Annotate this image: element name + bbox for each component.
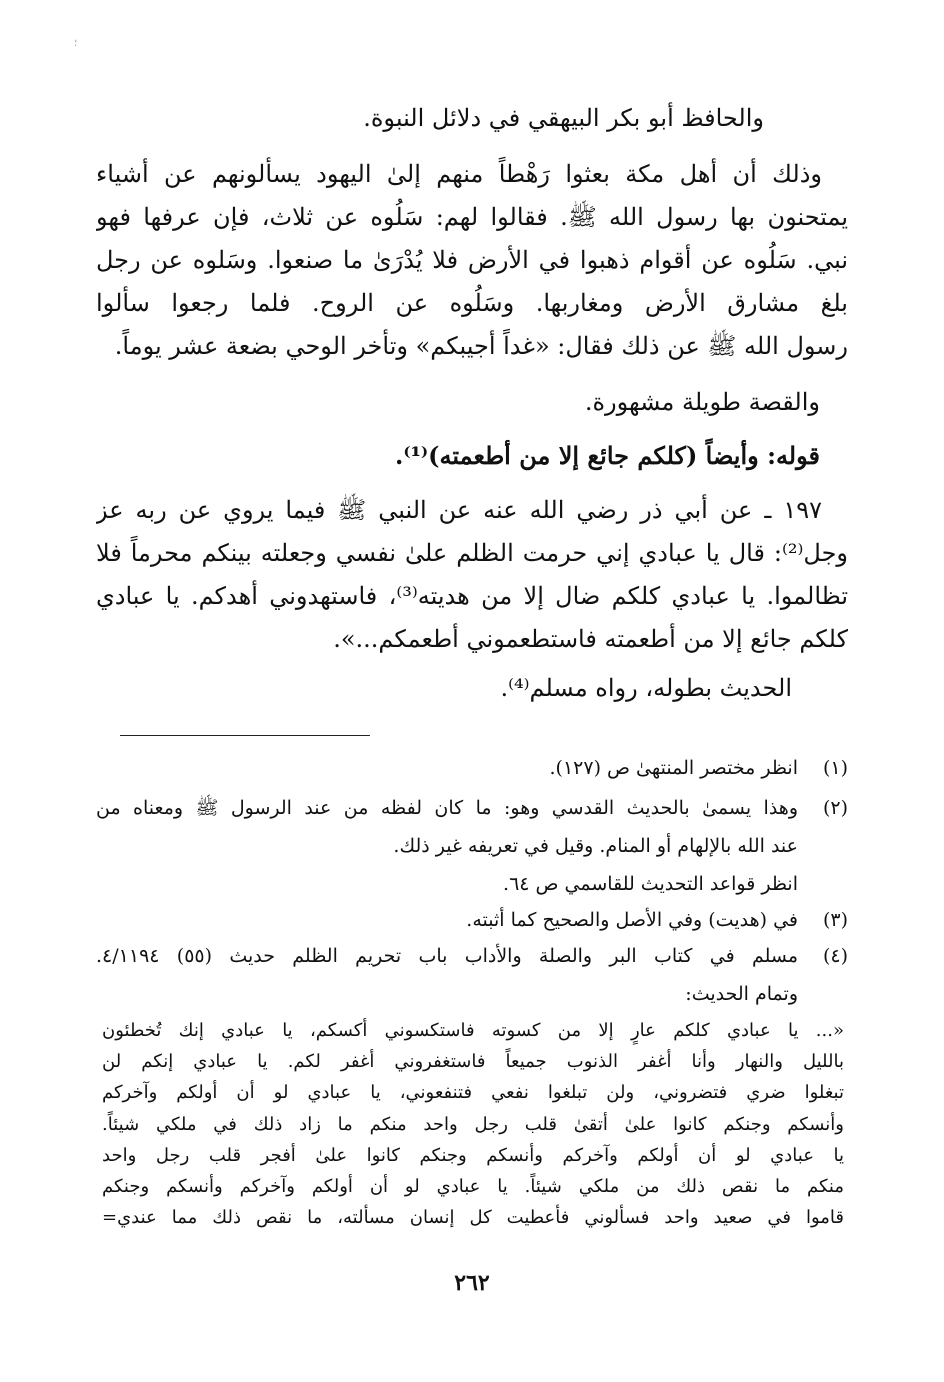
footnote-number: (٢) [822,797,848,819]
quote-line: قاموا في صعيد واحد فسألوني فأعطيت كل إنسان مسألته، ما نقص ذلك مما عندي= [102,1207,844,1229]
text-line: رسول الله ﷺ عن ذلك فقال: «غداً أجيبكم» وتأخر الوحي بضعة عشر يوماً. [114,332,848,360]
footnote-number: (٤) [822,945,848,967]
text-line: وجل⁽²⁾: قال يا عبادي إني حرمت الظلم علىٰ نفسي وجعلته بينكم محرماً فلا [96,539,848,567]
text-line: وذلك أن أهل مكة بعثوا رَهْطاً منهم إلىٰ اليهود يسألونهم عن أشياء [96,160,822,188]
text-line: كلكم جائع إلا من أطعمته فاستطعموني أطعمكم...». [333,625,848,653]
footnote-line: مسلم في كتاب البر والصلة والأداب باب تحريم الظلم حديث (٥٥) ٤/١١٩٤. [96,945,798,967]
text-line: والقصة طويلة مشهورة. [584,388,820,416]
footnote-line: وهذا يسمىٰ بالحديث القدسي وهو: ما كان لفظه من عند الرسول ﷺ ومعناه من [96,797,798,819]
corner-mark: ؛ [74,38,78,49]
footnote-number: (٣) [822,909,848,931]
footnote-line: في (هديت) وفي الأصل والصحيح كما أثبته. [466,909,798,931]
text-line: ١٩٧ ـ عن أبي ذر رضي الله عنه عن النبي ﷺ فيما يروي عن ربه عز [96,496,822,524]
footnote-number: (١) [822,757,848,779]
quote-line: «... يا عبادي كلكم عارٍ إلا من كسوته فاستكسوني أكسكم، يا عبادي إنك تُخطئون [102,1020,844,1041]
quote-line: منكم ما نقص ذلك من ملكي شيئاً. يا عبادي لو أن أولكم وآخركم وأنسكم وجنكم [102,1176,844,1197]
footnote-line: انظر مختصر المنتهىٰ ص (١٢٧). [549,757,798,779]
text-line: والحافظ أبو بكر البيهقي في دلائل النبوة. [363,104,764,132]
text-line: يمتحنون بها رسول الله ﷺ. فقالوا لهم: سَلُوه عن ثلاث، فإن عرفها فهو [96,203,848,231]
quote-line: يا عبادي لو أن أولكم وآخركم وأنسكم وجنكم كانوا علىٰ أفجر قلب رجل واحد [102,1144,844,1166]
text-line: بلغ مشارق الأرض ومغاربها. وسَلُوه عن الروح. فلما رجعوا سألوا [96,289,848,317]
quote-line: بالليل والنهار وأنا أغفر الذنوب جميعاً فاستغفروني أغفر لكم. يا عبادي إنكم لن [102,1051,844,1073]
footnote-separator [120,735,370,736]
footnote-line: انظر قواعد التحديث للقاسمي ص ٦٤. [503,873,798,895]
text-line: قوله: وأيضاً (كلكم جائع إلا من أطعمته)⁽¹⁾. [394,441,820,470]
quote-line: وأنسكم وجنكم كانوا علىٰ أتقىٰ قلب رجل واحد منكم ما زاد ذلك في ملكي شيئاً. [102,1113,844,1135]
quote-line: تبغلوا ضري فتضروني، ولن تبلغوا نفعي فتنفعوني، يا عبادي لو أن أولكم وآخركم [102,1082,844,1104]
page-number: ٢٦٢ [454,1270,490,1296]
text-line: تظالموا. يا عبادي كلكم ضال إلا من هديته⁽³⁾، فاستهدوني أهدكم. يا عبادي [96,582,848,610]
footnote-line: عند الله بالإلهام أو المنام. وقيل في تعريفه غير ذلك. [393,835,798,857]
text-line: الحديث بطوله، رواه مسلم⁽⁴⁾. [500,674,792,702]
text-line: نبي. سَلُوه عن أقوام ذهبوا في الأرض فلا يُدْرَىٰ ما صنعوا. وسَلوه عن رجل [96,246,848,274]
footnote-line: وتمام الحديث: [685,983,798,1005]
